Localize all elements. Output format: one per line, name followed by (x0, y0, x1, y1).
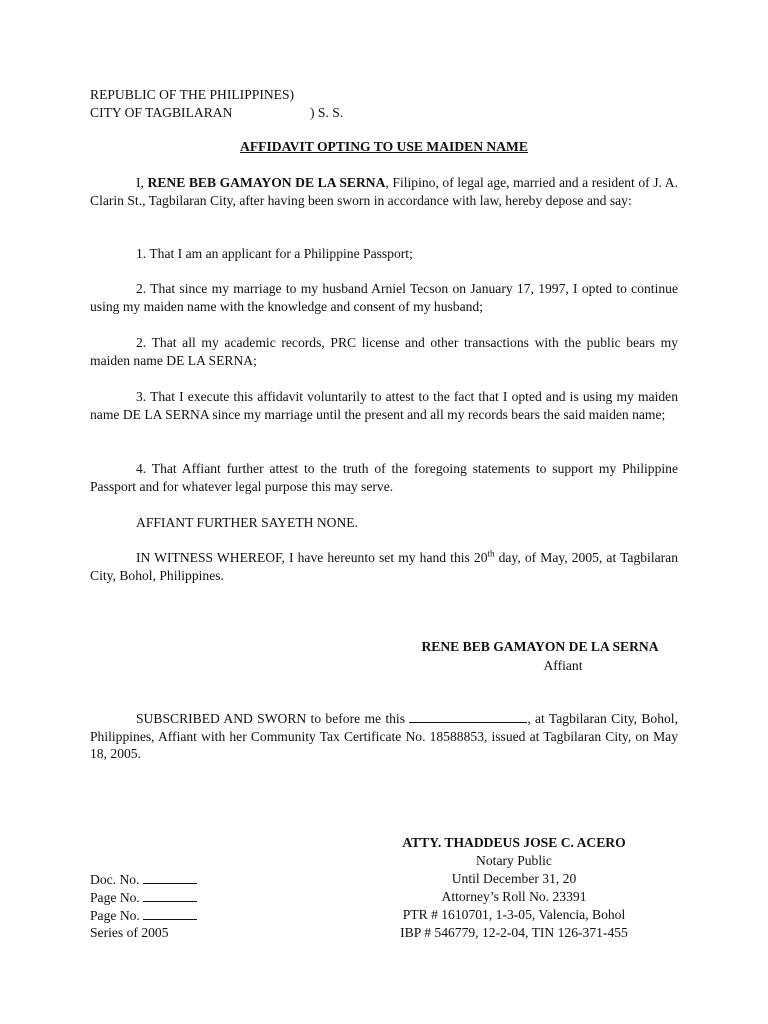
notary-ibp: IBP # 546779, 12-2-04, TIN 126-371-455 (400, 925, 628, 940)
affiant-signature-name: RENE BEB GAMAYON DE LA SERNA (421, 639, 659, 654)
page-no-2 (90, 906, 197, 925)
page-no-1-label: Page No. (90, 890, 140, 905)
subscribed-after: , at Tagbilaran City, Bohol, Philippines, Affiant with her Community Tax Certificate No. 18588853, issued at Tagbilaran City, on May 18, 2005. (90, 711, 678, 762)
intro-paragraph (90, 174, 678, 209)
item-1: 1. That I am an applicant for a Philippine Passport; (136, 246, 413, 261)
intro-rest: , Filipino, of legal age, married and a resident of J. A. Clarin St., Tagbilaran City, after having been sworn in accordance with law, hereby depose and say: (90, 175, 678, 208)
header-city: CITY OF TAGBILARAN (90, 105, 233, 120)
header-ss: ) S. S. (310, 105, 344, 120)
notary-title: Notary Public (476, 853, 552, 868)
page-no-1-blank (143, 888, 197, 902)
intro-prefix: I, (136, 175, 148, 190)
witness-after: day, of May, 2005, at Tagbilaran City, Bohol, Philippines. (90, 550, 679, 583)
page-no-2-blank (143, 906, 197, 920)
header-republic: REPUBLIC OF THE PHILIPPINES) (90, 87, 295, 102)
witness-sup: th (487, 548, 495, 559)
doc-no-blank (143, 870, 197, 884)
page-no-1 (90, 888, 197, 907)
document-title: AFFIDAVIT OPTING TO USE MAIDEN NAME (240, 139, 528, 154)
affiant-label: Affiant (543, 658, 583, 673)
series: Series of 2005 (90, 925, 169, 940)
item-2: 2. That since my marriage to my husband Arniel Tecson on January 17, 1997, I opted to continue using my maiden name with the knowledge and consent of my husband; (90, 281, 678, 314)
notary-roll: Attorney’s Roll No. 23391 (441, 889, 587, 904)
notary-until: Until December 31, 20 (451, 871, 577, 886)
witness-before: IN WITNESS WHEREOF, I have hereunto set my hand this 20 (136, 550, 488, 565)
item-5: 4. That Affiant further attest to the truth of the foregoing statements to support my Philippine Passport and for whatever legal purpose this may serve. (90, 461, 678, 494)
subscribed-paragraph (90, 709, 678, 763)
item-4: 3. That I execute this affidavit voluntarily to attest to the fact that I opted and is using my maiden name DE LA SERNA since my marriage until the present and all my records bears the said maiden name; (90, 389, 678, 422)
subscribed-date-blank (409, 709, 527, 723)
notary-name: ATTY. THADDEUS JOSE C. ACERO (402, 835, 626, 850)
further-sayeth: AFFIANT FURTHER SAYETH NONE. (136, 515, 358, 530)
item-3: 2. That all my academic records, PRC license and other transactions with the public bears my maiden name DE LA SERNA; (90, 335, 678, 368)
witness-paragraph (90, 549, 678, 584)
doc-no (90, 870, 197, 889)
subscribed-before: SUBSCRIBED AND SWORN to before me this (136, 711, 410, 726)
notary-ptr: PTR # 1610701, 1-3-05, Valencia, Bohol (402, 907, 626, 922)
page-no-2-label: Page No. (90, 908, 140, 923)
intro-affiant-name: RENE BEB GAMAYON DE LA SERNA (147, 175, 386, 190)
doc-no-label: Doc. No. (90, 872, 140, 887)
